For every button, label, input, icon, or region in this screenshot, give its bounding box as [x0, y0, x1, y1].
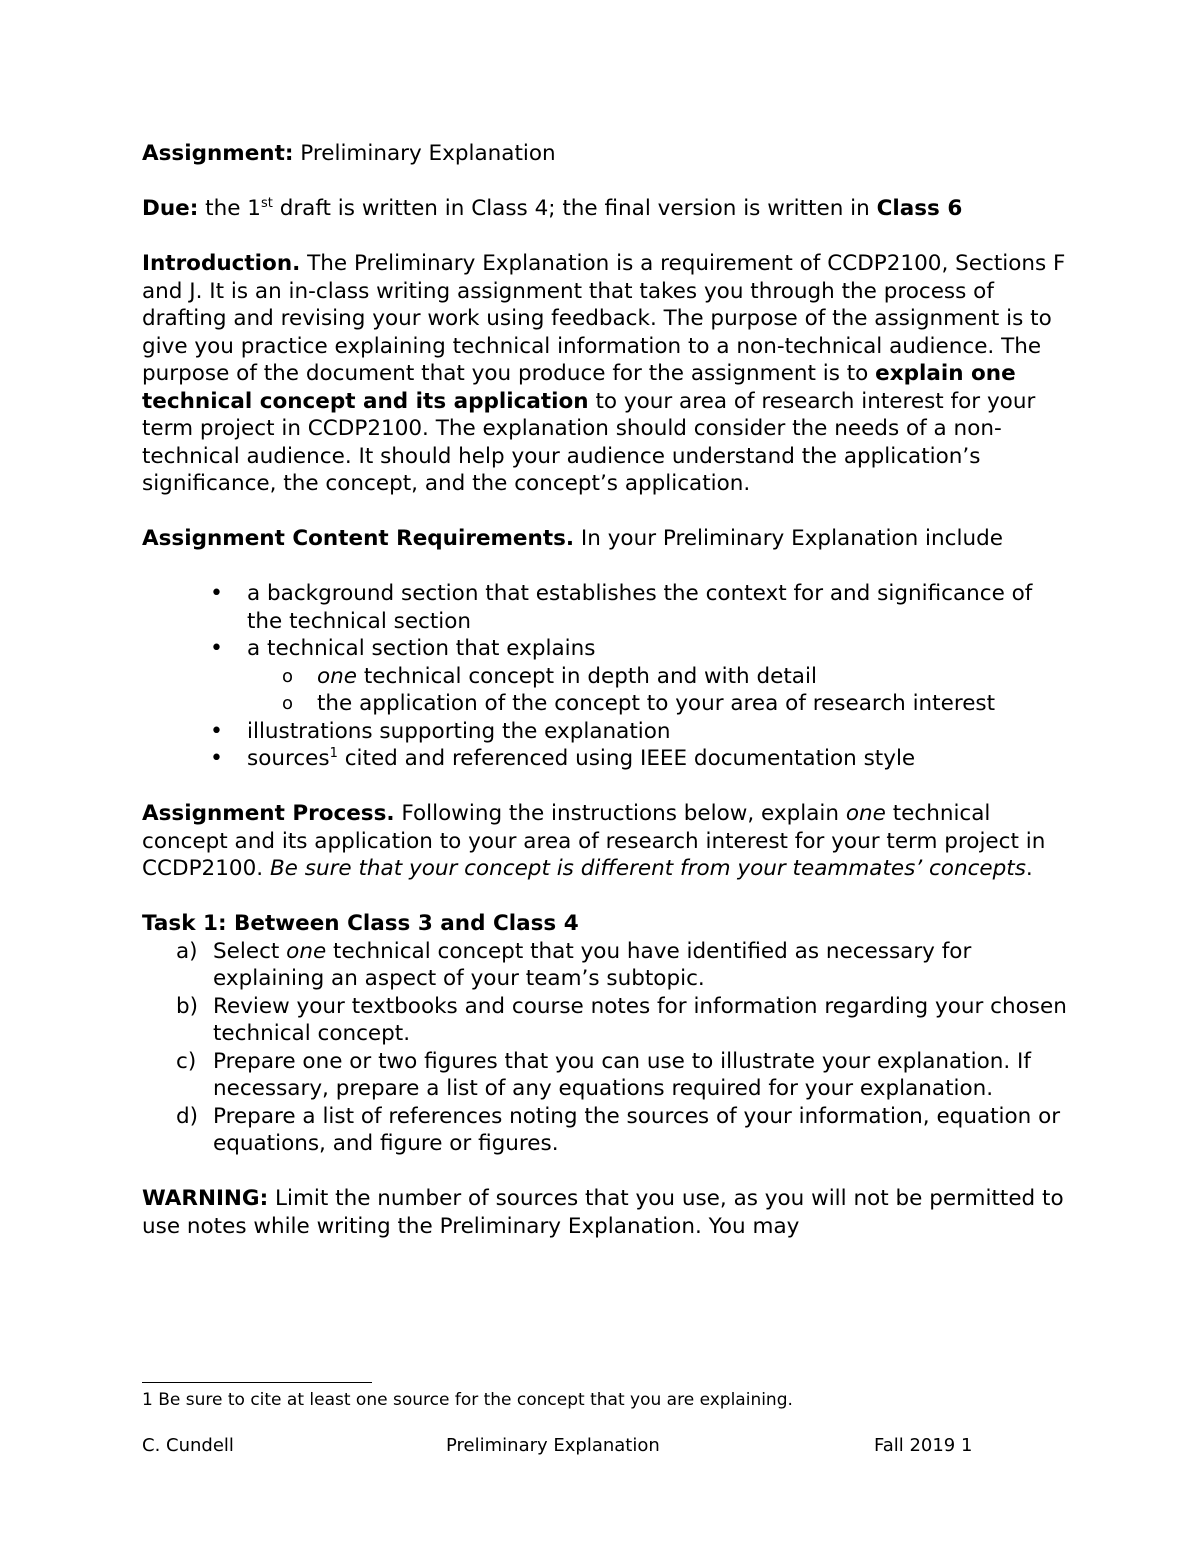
process-text-end: .: [1025, 856, 1033, 881]
due-line: [142, 195, 1072, 223]
task-item: [142, 1103, 1072, 1158]
sub-list-text: technical concept in depth and with detail: [357, 663, 817, 689]
list-item-text: a background section that establishes the context for and significance of the technical section: [247, 581, 1033, 634]
warning-label: WARNING:: [142, 1186, 269, 1211]
task-item-text-cont: technical concept that you have identified as necessary for explaining an aspect of your team’s subtopic.: [213, 938, 972, 991]
process-paragraph: [142, 800, 1072, 883]
task-item-text: Review your textbooks and course notes for information regarding your chosen technical concept.: [213, 993, 1067, 1046]
list-item: [142, 745, 1072, 773]
footer-term-page: Fall 2019 1: [874, 1435, 973, 1456]
requirements-list: [142, 580, 1072, 773]
list-item-text-cont: cited and referenced using IEEE documentation style: [337, 746, 916, 771]
sub-list-item: [247, 690, 1072, 718]
task-item-marker: c): [176, 1048, 197, 1074]
due-text-cont: draft is written in Class 4; the final version is written in: [272, 196, 877, 221]
process-text: Following the instructions below, explain: [394, 801, 846, 826]
due-label: Due:: [142, 196, 199, 221]
task-item: [142, 938, 1072, 993]
list-item-text: a technical section that explains: [247, 636, 596, 661]
page-footer: [142, 1434, 1002, 1458]
document-body: [142, 140, 1072, 1240]
warning-paragraph: [142, 1185, 1072, 1240]
task-item-text: Prepare a list of references noting the sources of your information, equation or equations, and figure or figures.: [213, 1103, 1061, 1156]
introduction-emphasis: explain one technical concept and its application: [142, 361, 1016, 414]
sub-list-text: the application of the concept to your area of research interest: [317, 691, 996, 716]
assignment-line: [142, 140, 1072, 168]
list-item-text: sources: [247, 746, 330, 771]
due-final-class: Class 6: [876, 196, 963, 221]
process-text-cont: technical concept and its application to your area of research interest for your term project in CCDP2100.: [142, 801, 1046, 881]
task-item-text: Select: [213, 938, 287, 964]
task-item-marker: a): [176, 938, 198, 964]
warning-text: Limit the number of sources that you use, as you will not be permitted to use notes while writing the Preliminary Explanation. You may: [142, 1186, 1064, 1239]
list-item: [142, 580, 1072, 635]
list-item-text: illustrations supporting the explanation: [247, 718, 671, 744]
introduction-paragraph: [142, 250, 1072, 498]
due-superscript: st: [260, 196, 273, 211]
footer-author: C. Cundell: [142, 1435, 234, 1456]
process-emphasis: one: [845, 801, 886, 826]
task-item: [142, 993, 1072, 1048]
sub-list: [247, 663, 1072, 718]
task-item: [142, 1048, 1072, 1103]
footer-title: Preliminary Explanation: [446, 1435, 660, 1456]
task-item-emphasis: one: [286, 938, 327, 964]
task-item-marker: b): [176, 993, 199, 1019]
sub-list-emphasis: one: [317, 663, 358, 689]
footnote-reference: 1: [329, 746, 338, 761]
assignment-value: Preliminary Explanation: [293, 141, 556, 166]
footnote-separator: [142, 1382, 372, 1383]
content-requirements-paragraph: [142, 525, 1072, 553]
task-item-text: Prepare one or two figures that you can use to illustrate your explanation. If necessary, prepare a list of any equations required for your explanation.: [213, 1048, 1031, 1101]
footnote: 1 Be sure to cite at least one source for the concept that you are explaining.: [142, 1390, 793, 1410]
task1-list: [142, 938, 1072, 1158]
content-requirements-text: In your Preliminary Explanation include: [574, 526, 1003, 551]
list-item: [142, 718, 1072, 746]
process-label: Assignment Process.: [142, 801, 395, 826]
assignment-label: Assignment:: [142, 141, 294, 166]
list-item: [142, 635, 1072, 718]
introduction-label: Introduction.: [142, 251, 301, 276]
task1-heading-text: Task 1: Between Class 3 and Class 4: [142, 911, 579, 936]
task-item-marker: d): [176, 1103, 199, 1129]
task1-heading: [142, 910, 1072, 938]
process-emphasis-note: Be sure that your concept is different from your teammates’ concepts: [269, 856, 1026, 881]
introduction-text-cont: to your area of research interest for your term project in CCDP2100. The explanation should consider the needs of a non-technical audience. It should help your audience understand the application’s significance, the concept, and the concept’s application.: [142, 388, 1036, 496]
due-text: the 1: [198, 196, 261, 221]
introduction-text: The Preliminary Explanation is a requirement of CCDP2100, Sections F and J. It is an in-class writing assignment that takes you through the process of drafting and revising your work using feedback. The purpose of the assignment is to give you practice explaining technical information to a non-technical audience. The purpose of the document that you produce for the assignment is to: [142, 251, 1066, 386]
sub-list-item: [247, 663, 1072, 691]
content-requirements-label: Assignment Content Requirements.: [142, 526, 575, 551]
